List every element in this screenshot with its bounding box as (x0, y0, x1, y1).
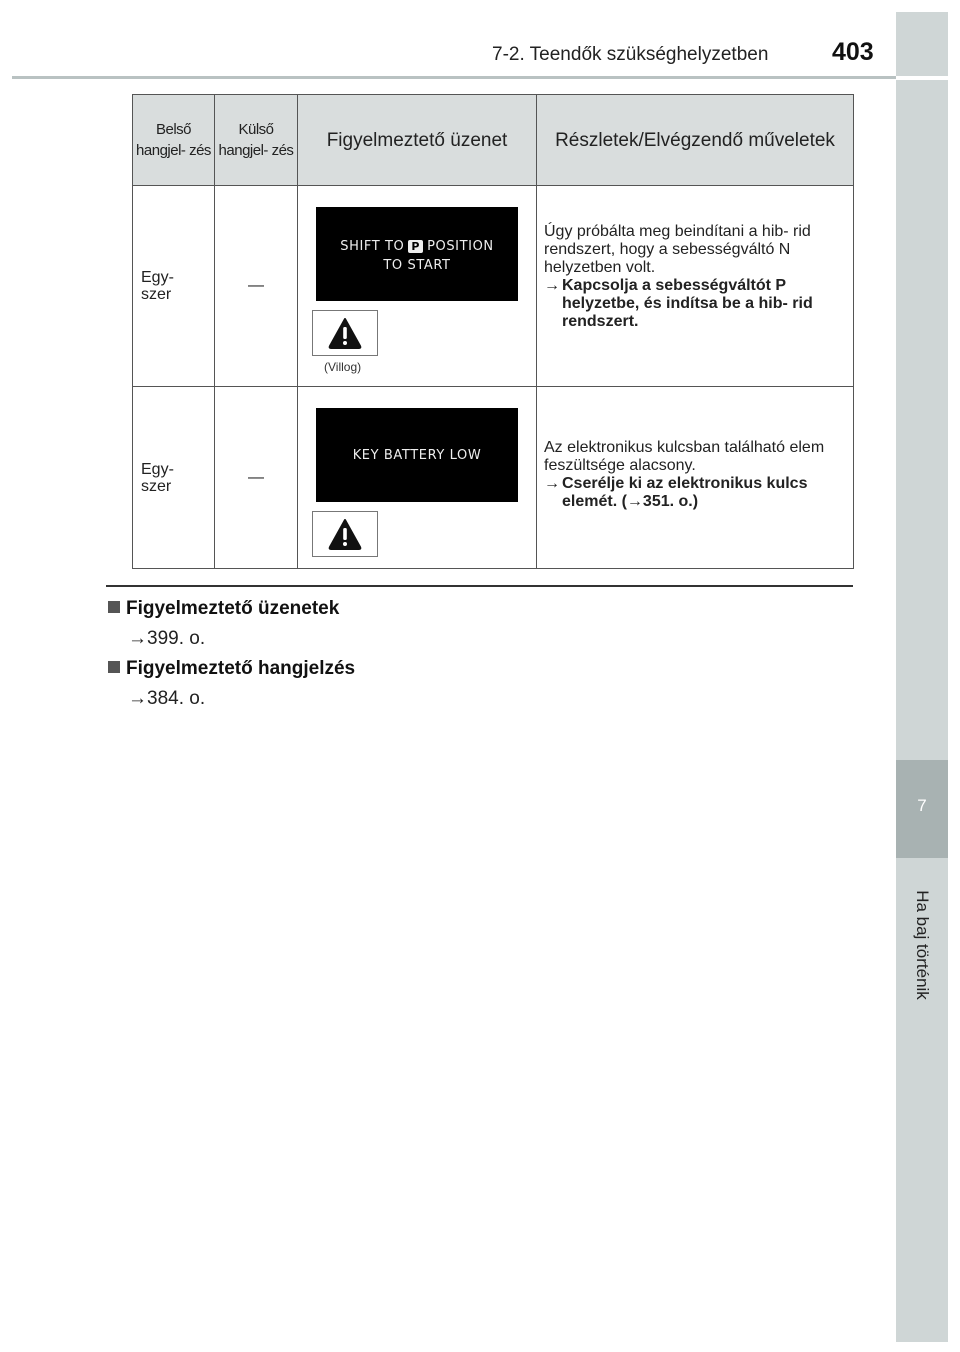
action-text: Kapcsolja a sebességváltót P helyzetbe, és indítsa be a hib- rid rendszert. (562, 277, 813, 330)
section-heading-text: Figyelmeztető hangjelzés (126, 658, 356, 679)
screen-text: SHIFT TO (340, 239, 405, 254)
header-external-sound: Külső hangjel- zés (215, 95, 298, 186)
screen-text: POSITION (427, 239, 494, 254)
screen-line-1: KEY BATTERY LOW (352, 448, 482, 463)
square-bullet-icon (108, 601, 120, 613)
action-item (544, 475, 843, 511)
screen-line-1 (316, 237, 518, 256)
screen-line-2: TO START (383, 258, 451, 273)
chapter-label: Ha baj történik (913, 890, 932, 1000)
external-sound-cell: — (215, 186, 298, 387)
external-sound-cell: — (215, 387, 298, 569)
arrow-icon: → (626, 492, 643, 510)
chapter-number-tab: 7 (896, 760, 948, 858)
header-rule (12, 76, 948, 79)
detail-text: Az elektronikus kulcsban található elem feszültsége alacsony. (544, 438, 825, 474)
warning-light-box (312, 511, 378, 557)
page-reference[interactable]: 399. o. (147, 628, 206, 649)
blinking-note: (Villog) (324, 360, 362, 374)
message-cell (298, 387, 537, 569)
details-cell (537, 387, 854, 569)
section-heading (108, 598, 339, 620)
running-header-title: 7-2. Teendők szükséghelyzetben (492, 44, 769, 65)
table-row (133, 186, 854, 387)
arrow-icon: → (544, 277, 560, 294)
page-reference[interactable]: 351. o.) (642, 492, 699, 510)
page-number: 403 (832, 38, 874, 66)
internal-sound-cell: Egy- szer (133, 186, 215, 387)
section-reference[interactable] (128, 688, 205, 710)
section-divider (106, 585, 853, 587)
arrow-icon: → (544, 474, 560, 492)
details-cell (537, 186, 854, 387)
section-heading-text: Figyelmeztető üzenetek (126, 598, 340, 619)
arrow-icon: → (128, 688, 147, 709)
display-screen (316, 408, 518, 502)
message-cell (298, 186, 537, 387)
table-row (133, 387, 854, 569)
warning-triangle-icon (328, 317, 362, 349)
internal-sound-cell: Egy- szer (133, 387, 215, 569)
action-text-part: Cserélje ki az elektronikus kulcs elemét. ( (562, 474, 808, 510)
section-reference[interactable] (128, 628, 205, 650)
side-tab-top (896, 12, 948, 76)
action-item (544, 277, 843, 331)
header-warning-message: Figyelmeztető üzenet (298, 95, 537, 186)
warning-table (132, 94, 854, 569)
table-header-row (133, 95, 854, 186)
square-bullet-icon (108, 661, 120, 673)
p-position-badge: P (408, 240, 423, 253)
action-text (562, 475, 843, 511)
display-screen (316, 207, 518, 301)
arrow-icon: → (128, 628, 147, 649)
section-heading (108, 658, 355, 680)
detail-text: Úgy próbálta meg beindítani a hib- rid rendszert, hogy a sebességváltó N helyzetben volt. (544, 223, 811, 276)
side-tab-upper (896, 80, 948, 760)
header-internal-sound: Belső hangjel- zés (133, 95, 215, 186)
page-reference[interactable]: 384. o. (147, 688, 206, 709)
header-details: Részletek/Elvégzendő műveletek (537, 95, 854, 186)
warning-light-box (312, 310, 378, 356)
warning-triangle-icon (328, 518, 362, 550)
